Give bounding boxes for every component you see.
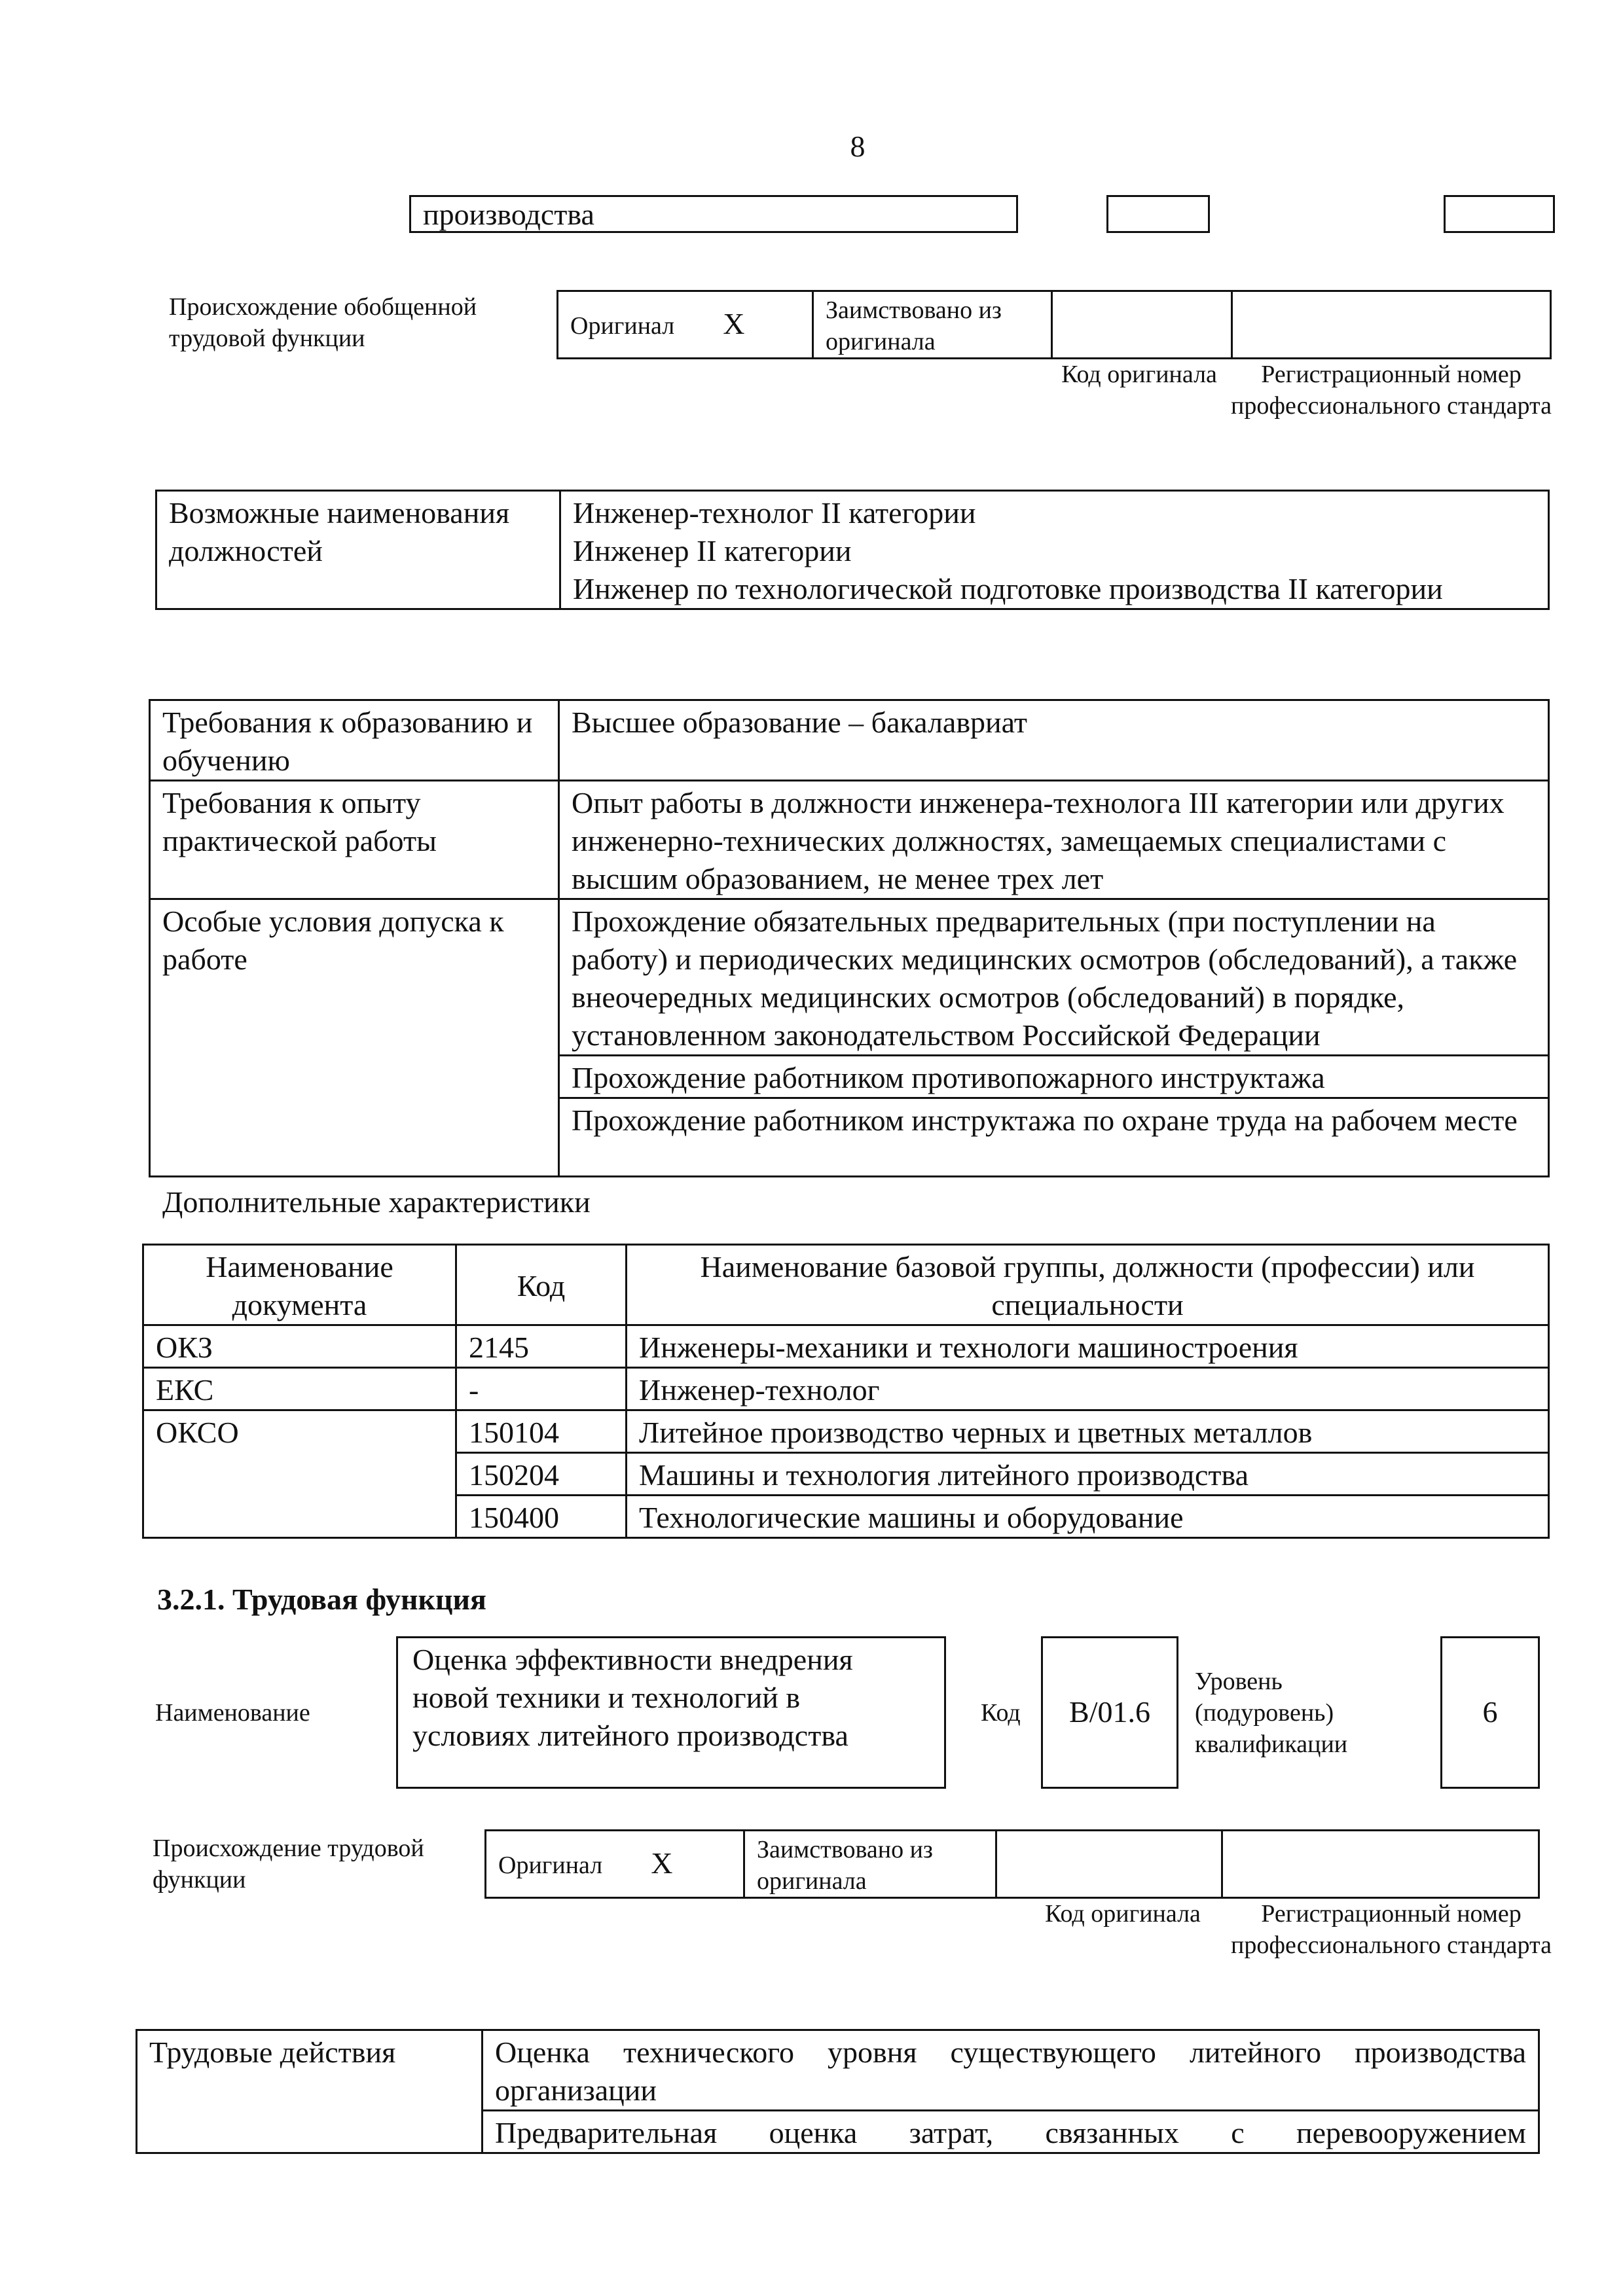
function-heading: 3.2.1. Трудовая функция bbox=[157, 1583, 486, 1616]
origin-generalized-table bbox=[556, 290, 1552, 359]
function-code-label: Код bbox=[981, 1699, 1021, 1727]
row-doc: ОКЗ bbox=[143, 1325, 456, 1368]
origin-function-borrowed-label: Заимствовано из оригинала bbox=[744, 1831, 996, 1898]
fire-briefing-value: Прохождение работником противопожарного инструктажа bbox=[559, 1056, 1549, 1098]
safety-briefing-value: Прохождение работником инструктажа по охране труда на рабочем месте bbox=[559, 1098, 1549, 1177]
col-header-group: Наименование базовой группы, должности (профессии) или специальности bbox=[627, 1245, 1549, 1325]
function-name-value: Оценка эффективности внедрения новой техники и технологий в условиях литейного производства bbox=[412, 1643, 853, 1752]
origin-generalized-label: Происхождение обобщенной трудовой функции bbox=[169, 293, 477, 352]
table-row bbox=[143, 1410, 1549, 1453]
special-conditions-label: Особые условия допуска к работе bbox=[150, 899, 559, 1177]
labor-action-item: Предварительная оценка затрат, связанных с перевооружением bbox=[483, 2111, 1539, 2153]
function-level-label: Уровень (подуровень) квалификации bbox=[1195, 1668, 1348, 1758]
labor-actions-label: Трудовые действия bbox=[137, 2030, 483, 2153]
positions-label: Возможные наименования должностей bbox=[156, 491, 560, 609]
generalized-level-box bbox=[1444, 195, 1555, 233]
labor-action-item: Оценка технического уровня существующего литейного производства организации bbox=[483, 2030, 1539, 2111]
origin-code-caption: Код оригинала bbox=[1061, 361, 1217, 388]
function-level-box bbox=[1440, 1636, 1540, 1789]
origin-function-code-caption: Код оригинала bbox=[1045, 1900, 1201, 1928]
row-name: Инженер-технолог bbox=[627, 1368, 1549, 1410]
function-code-value: B/01.6 bbox=[1069, 1695, 1150, 1729]
origin-function-reg-caption: Регистрационный номер профессионального стандарта bbox=[1231, 1900, 1552, 1959]
origin-reg-cell bbox=[1232, 291, 1551, 359]
row-name: Литейное производство черных и цветных металлов bbox=[627, 1410, 1549, 1453]
row-doc: ОКСО bbox=[143, 1410, 456, 1538]
generalized-function-name-tail: производства bbox=[423, 198, 594, 231]
education-value: Высшее образование – бакалавриат bbox=[559, 700, 1549, 781]
origin-code-cell bbox=[1052, 291, 1232, 359]
row-code: 150400 bbox=[456, 1496, 627, 1538]
origin-borrowed-label: Заимствовано из оригинала bbox=[813, 291, 1052, 359]
row-code: 150104 bbox=[456, 1410, 627, 1453]
row-name: Инженеры-механики и технологи машиностроения bbox=[627, 1325, 1549, 1368]
positions-table bbox=[155, 490, 1550, 610]
position-item: Инженер II категории bbox=[573, 534, 852, 567]
requirements-table bbox=[149, 699, 1550, 1177]
row-name: Технологические машины и оборудование bbox=[627, 1496, 1549, 1538]
row-code: 150204 bbox=[456, 1453, 627, 1496]
origin-function-original-mark: X bbox=[651, 1846, 673, 1880]
function-name-box bbox=[396, 1636, 946, 1789]
row-code: 2145 bbox=[456, 1325, 627, 1368]
table-row bbox=[143, 1368, 1549, 1410]
origin-function-code-cell bbox=[996, 1831, 1222, 1898]
additional-title: Дополнительные характеристики bbox=[162, 1185, 591, 1219]
row-code: - bbox=[456, 1368, 627, 1410]
table-row bbox=[143, 1325, 1549, 1368]
function-code-box bbox=[1041, 1636, 1178, 1789]
education-label: Требования к образованию и обучению bbox=[150, 700, 559, 781]
col-header-code: Код bbox=[456, 1245, 627, 1325]
experience-label: Требования к опыту практической работы bbox=[150, 781, 559, 899]
origin-function-reg-cell bbox=[1222, 1831, 1539, 1898]
function-name-label: Наименование bbox=[155, 1699, 310, 1727]
origin-reg-caption: Регистрационный номер профессионального стандарта bbox=[1231, 361, 1552, 420]
medical-exam-value: Прохождение обязательных предварительных (при поступлении на работу) и периодических медицинских осмотров (обследований), а также внеочередных медицинских осмотров (обследований) в порядке, установленном законодательством Российской Федерации bbox=[559, 899, 1549, 1056]
origin-function-original-label: Оригинал bbox=[498, 1852, 603, 1879]
origin-original-mark: X bbox=[723, 307, 745, 340]
origin-function-table bbox=[484, 1829, 1540, 1899]
page-number: 8 bbox=[850, 130, 866, 163]
origin-original-label: Оригинал bbox=[570, 312, 675, 340]
generalized-code-box bbox=[1106, 195, 1210, 233]
additional-table bbox=[142, 1244, 1550, 1539]
origin-function-original-cell bbox=[486, 1831, 744, 1898]
generalized-function-name-box bbox=[409, 195, 1018, 233]
position-item: Инженер-технолог II категории bbox=[573, 496, 976, 529]
row-name: Машины и технология литейного производства bbox=[627, 1453, 1549, 1496]
col-header-document: Наименование документа bbox=[143, 1245, 456, 1325]
experience-value: Опыт работы в должности инженера-технолога III категории или других инженерно-технических должностях, замещаемых специалистами с высшим образованием, не менее трех лет bbox=[559, 781, 1549, 899]
position-item: Инженер по технологической подготовке производства II категории bbox=[573, 572, 1443, 605]
function-level-value: 6 bbox=[1482, 1695, 1498, 1729]
labor-actions-table bbox=[136, 2029, 1540, 2154]
row-doc: ЕКС bbox=[143, 1368, 456, 1410]
origin-original-cell bbox=[558, 291, 813, 359]
positions-list bbox=[560, 491, 1549, 609]
origin-function-label: Происхождение трудовой функции bbox=[153, 1835, 424, 1893]
